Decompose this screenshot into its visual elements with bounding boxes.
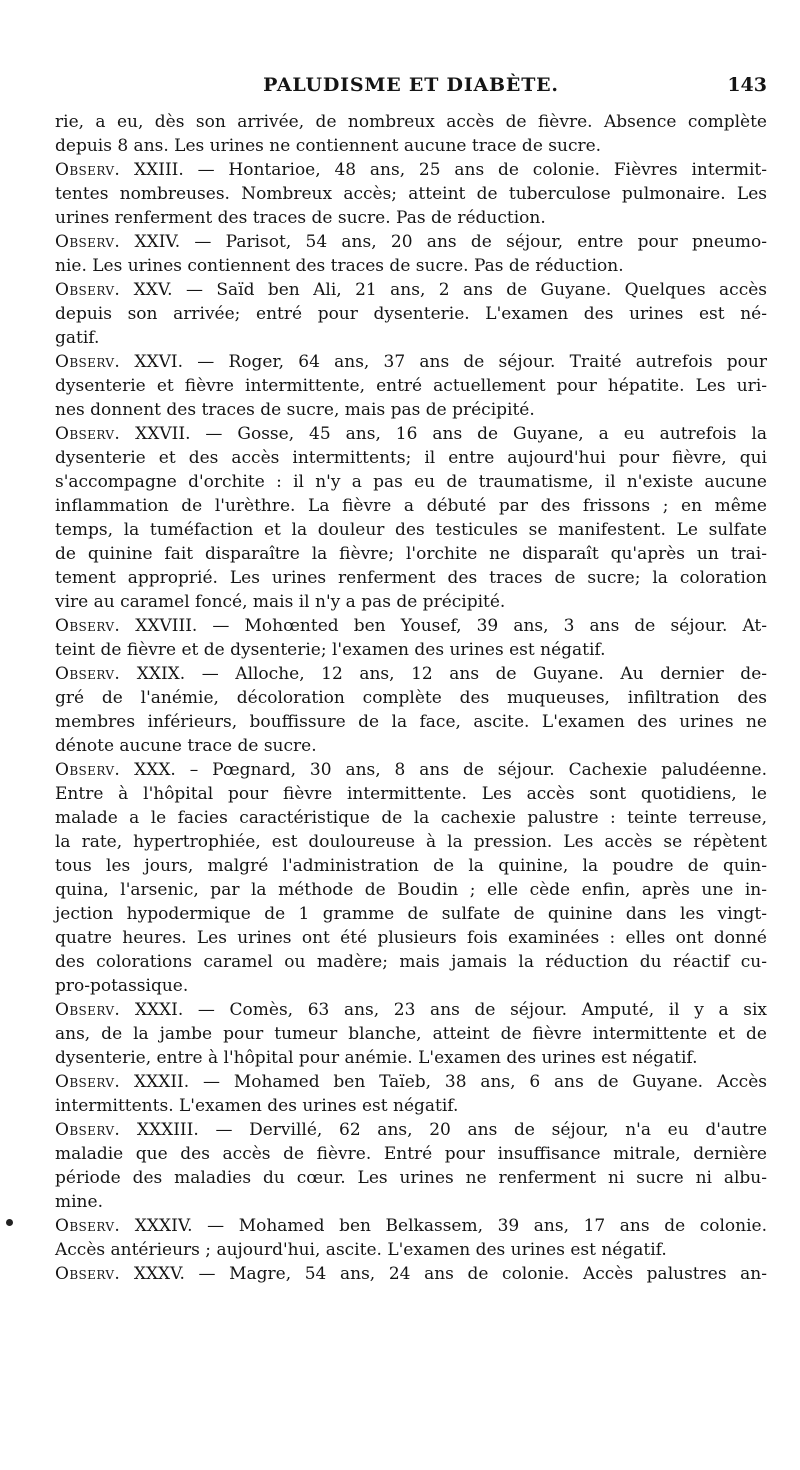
line-text: Entre à l'hôpital pour fièvre intermittente. Les accès sont quotidiens, le: [55, 784, 767, 804]
text-line: [55, 902, 767, 926]
line-text: la rate, hypertrophiée, est douloureuse à la pression. Les accès se répètent: [55, 832, 767, 852]
line-text: dénote aucune trace de sucre.: [55, 736, 317, 756]
observation-label: Observ.: [55, 664, 121, 684]
text-line: [55, 878, 767, 902]
page-number: 143: [727, 74, 767, 96]
text-line: [55, 950, 767, 974]
text-line: [55, 1094, 767, 1118]
text-line: [55, 230, 767, 254]
running-title: PALUDISME ET DIABÈTE.: [263, 74, 559, 96]
text-line: [55, 542, 767, 566]
observation-label: Observ.: [55, 424, 121, 444]
observation-label: Observ.: [55, 1264, 121, 1284]
text-line: [55, 1262, 767, 1286]
text-line: [55, 590, 767, 614]
line-text: mine.: [55, 1192, 103, 1212]
text-line: [55, 1022, 767, 1046]
line-text: s'accompagne d'orchite : il n'y a pas eu de traumatisme, il n'existe aucune: [55, 472, 767, 492]
line-text: dysenterie, entre à l'hôpital pour anémie. L'examen des urines est négatif.: [55, 1048, 698, 1068]
line-text: dysenterie et fièvre intermittente, entré actuellement pour hépatite. Les uri-: [55, 376, 767, 396]
line-text: gatif.: [55, 328, 100, 348]
page-header: [55, 74, 767, 104]
text-line: [55, 1142, 767, 1166]
observation-label: Observ.: [55, 352, 121, 372]
text-line: [55, 758, 767, 782]
line-text: teint de fièvre et de dysenterie; l'examen des urines est négatif.: [55, 640, 606, 660]
line-text: depuis son arrivée; entré pour dysenterie. L'examen des urines est né-: [55, 304, 767, 324]
margin-dot-mark: [6, 1219, 13, 1226]
text-line: [55, 806, 767, 830]
line-text: inflammation de l'urèthre. La fièvre a débuté par des frissons ; en même: [55, 496, 767, 516]
line-text: XXXI. — Comès, 63 ans, 23 ans de séjour. Amputé, il y a six: [120, 1000, 767, 1020]
line-text: XXV. — Saïd ben Ali, 21 ans, 2 ans de Guyane. Quelques accès: [120, 280, 767, 300]
text-line: [55, 494, 767, 518]
body-text: [55, 110, 767, 1286]
line-text: malade a le facies caractéristique de la cachexie palustre : teinte terreuse,: [55, 808, 767, 828]
text-line: [55, 1238, 767, 1262]
text-line: [55, 1214, 767, 1238]
observation-label: Observ.: [55, 616, 121, 636]
line-text: XXIII. — Hontarioe, 48 ans, 25 ans de colonie. Fièvres intermit-: [120, 160, 767, 180]
line-text: XXXV. — Magre, 54 ans, 24 ans de colonie. Accès palustres an-: [120, 1264, 767, 1284]
line-text: XXXIV. — Mohamed ben Belkassem, 39 ans, 17 ans de colonie.: [120, 1216, 767, 1236]
line-text: XXX. – Pœgnard, 30 ans, 8 ans de séjour. Cachexie paludéenne.: [120, 760, 767, 780]
line-text: rie, a eu, dès son arrivée, de nombreux accès de fièvre. Absence complète: [55, 112, 767, 132]
line-text: quatre heures. Les urines ont été plusieurs fois examinées : elles ont donné: [55, 928, 767, 948]
text-line: [55, 1070, 767, 1094]
line-text: période des maladies du cœur. Les urines ne renferment ni sucre ni albu-: [55, 1168, 767, 1188]
text-line: [55, 518, 767, 542]
text-line: [55, 734, 767, 758]
text-line: [55, 134, 767, 158]
text-line: [55, 1166, 767, 1190]
line-text: ans, de la jambe pour tumeur blanche, atteint de fièvre intermittente et de: [55, 1024, 767, 1044]
text-line: [55, 614, 767, 638]
observation-label: Observ.: [55, 232, 121, 252]
text-line: [55, 254, 767, 278]
text-line: [55, 470, 767, 494]
line-text: des colorations caramel ou madère; mais jamais la réduction du réactif cu-: [55, 952, 767, 972]
line-text: maladie que des accès de fièvre. Entré pour insuffisance mitrale, dernière: [55, 1144, 767, 1164]
line-text: urines renferment des traces de sucre. Pas de réduction.: [55, 208, 546, 228]
observation-label: Observ.: [55, 160, 121, 180]
text-line: [55, 206, 767, 230]
text-line: [55, 278, 767, 302]
text-line: [55, 158, 767, 182]
observation-label: Observ.: [55, 1120, 121, 1140]
line-text: XXXII. — Mohamed ben Taïeb, 38 ans, 6 ans de Guyane. Accès: [120, 1072, 767, 1092]
line-text: XXIX. — Alloche, 12 ans, 12 ans de Guyane. Au dernier de-: [120, 664, 767, 684]
line-text: de quinine fait disparaître la fièvre; l'orchite ne disparaît qu'après un trai-: [55, 544, 767, 564]
line-text: XXXIII. — Dervillé, 62 ans, 20 ans de séjour, n'a eu d'autre: [120, 1120, 767, 1140]
line-text: nes donnent des traces de sucre, mais pas de précipité.: [55, 400, 535, 420]
line-text: jection hypodermique de 1 gramme de sulfate de quinine dans les vingt-: [55, 904, 767, 924]
line-text: tous les jours, malgré l'administration de la quinine, la poudre de quin-: [55, 856, 767, 876]
text-line: [55, 830, 767, 854]
line-text: temps, la tuméfaction et la douleur des testicules se manifestent. Le sulfate: [55, 520, 767, 540]
line-text: nie. Les urines contiennent des traces de sucre. Pas de réduction.: [55, 256, 624, 276]
text-line: [55, 326, 767, 350]
text-line: [55, 686, 767, 710]
observation-label: Observ.: [55, 280, 121, 300]
observation-label: Observ.: [55, 1216, 121, 1236]
text-line: [55, 926, 767, 950]
text-line: [55, 854, 767, 878]
observation-label: Observ.: [55, 1000, 121, 1020]
text-line: [55, 110, 767, 134]
text-line: [55, 566, 767, 590]
observation-label: Observ.: [55, 760, 121, 780]
line-text: membres inférieurs, bouffissure de la face, ascite. L'examen des urines ne: [55, 712, 767, 732]
line-text: gré de l'anémie, décoloration complète des muqueuses, infiltration des: [55, 688, 767, 708]
text-line: [55, 710, 767, 734]
line-text: XXVII. — Gosse, 45 ans, 16 ans de Guyane, a eu autrefois la: [120, 424, 767, 444]
line-text: tement approprié. Les urines renferment des traces de sucre; la coloration: [55, 568, 767, 588]
text-line: [55, 974, 767, 998]
text-line: [55, 302, 767, 326]
text-line: [55, 662, 767, 686]
text-line: [55, 1118, 767, 1142]
text-line: [55, 422, 767, 446]
text-line: [55, 1046, 767, 1070]
line-text: tentes nombreuses. Nombreux accès; atteint de tuberculose pulmonaire. Les: [55, 184, 767, 204]
text-line: [55, 998, 767, 1022]
text-line: [55, 398, 767, 422]
line-text: XXIV. — Parisot, 54 ans, 20 ans de séjour, entre pour pneumo-: [120, 232, 767, 252]
text-line: [55, 374, 767, 398]
text-line: [55, 638, 767, 662]
text-line: [55, 350, 767, 374]
line-text: Accès antérieurs ; aujourd'hui, ascite. L'examen des urines est négatif.: [55, 1240, 667, 1260]
line-text: quina, l'arsenic, par la méthode de Boudin ; elle cède enfin, après une in-: [55, 880, 767, 900]
line-text: XXVI. — Roger, 64 ans, 37 ans de séjour. Traité autrefois pour: [120, 352, 767, 372]
observation-label: Observ.: [55, 1072, 121, 1092]
line-text: vire au caramel foncé, mais il n'y a pas de précipité.: [55, 592, 506, 612]
line-text: dysenterie et des accès intermittents; il entre aujourd'hui pour fièvre, qui: [55, 448, 767, 468]
text-line: [55, 446, 767, 470]
text-line: [55, 1190, 767, 1214]
line-text: pro-potassique.: [55, 976, 189, 996]
text-line: [55, 182, 767, 206]
line-text: XXVIII. — Mohœnted ben Yousef, 39 ans, 3 ans de séjour. At-: [120, 616, 767, 636]
text-line: [55, 782, 767, 806]
line-text: depuis 8 ans. Les urines ne contiennent aucune trace de sucre.: [55, 136, 602, 156]
line-text: intermittents. L'examen des urines est négatif.: [55, 1096, 459, 1116]
